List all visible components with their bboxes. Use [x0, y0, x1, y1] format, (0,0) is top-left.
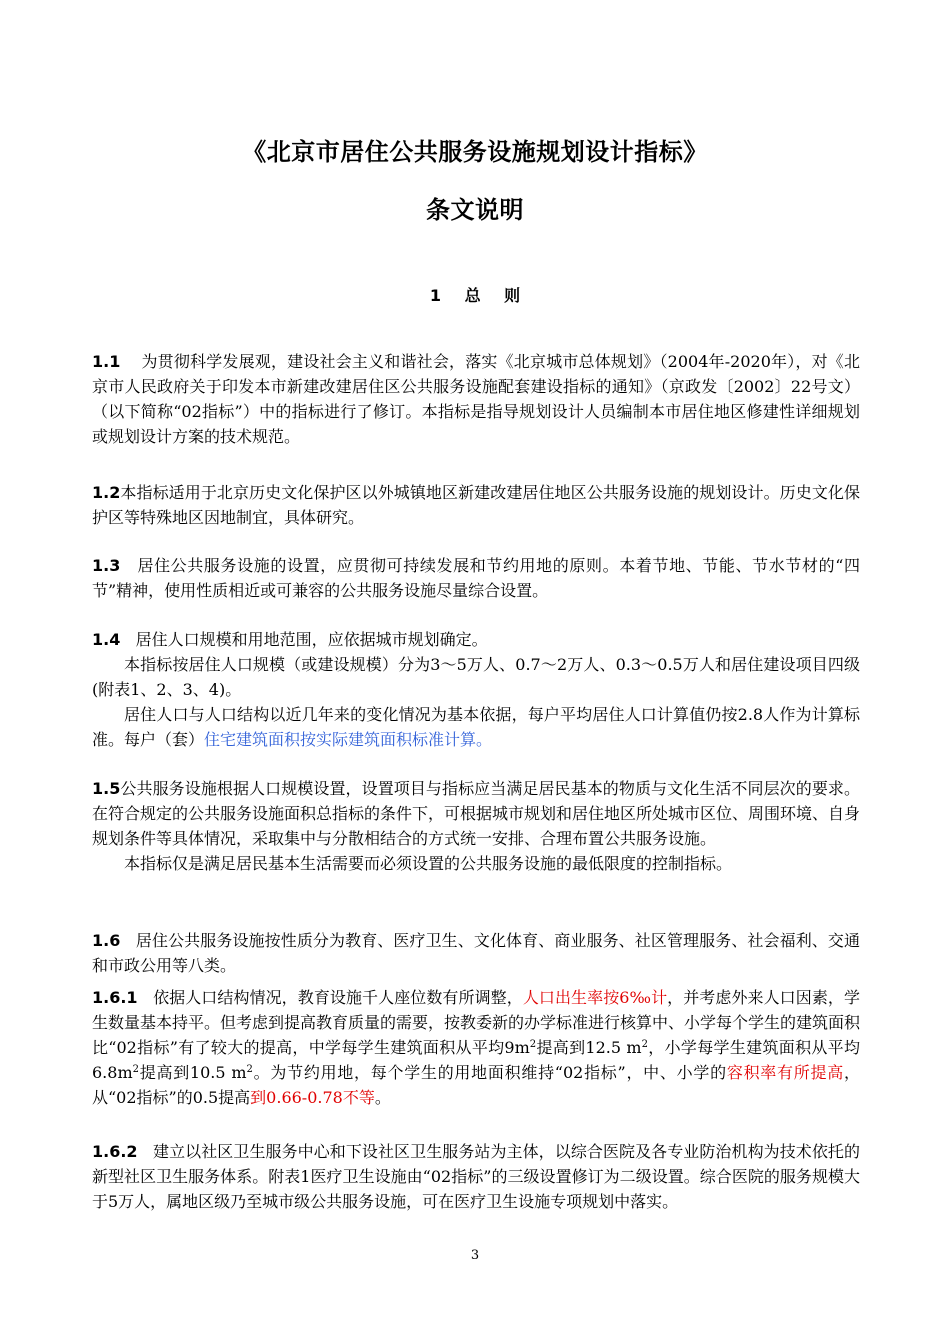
clause-1-6-2 [92, 1139, 860, 1214]
clause-1-6-1: 1.6.1 依据人口结构情况，教育设施千人座位数有所调整，人口出生率按6‰计，并考虑外来人口因素，学生数量基本持平。但考虑到提高教育质量的需要，按教委新的办学标准进行核算中、小学每个学生的建筑面积比“02指标”有了较大的提高，中学每学生建筑面积从平均$9m^2$提高到12.5 $m^2$，小学每学生建筑面积从平均$6.8m^2$提高到10.5 $m^2$。为节约用地，每个学生的用地面积维持“02指标”，中、小学的容积率有所提高，从“02指标”的0.5提高到0.66-0.78不等。 [92, 988, 861, 1107]
clause-number: 1.6 [92, 931, 121, 950]
clause-1-4 [92, 627, 860, 752]
clause-1-3 [92, 553, 860, 603]
clause-number: 1.6.2 [92, 1142, 138, 1161]
clause-1-5 [92, 776, 860, 876]
clause-text: 本指标按居住人口规模（或建设规模）分为3～5万人、0.7～2万人、0.3～0.5万人和居住建设项目四级(附表1、2、3、4)。 [92, 655, 860, 699]
document-title: 《北京市居住公共服务设施规划设计指标》 [242, 138, 708, 166]
clause-text: 为贯彻科学发展观，建设社会主义和谐社会，落实《北京城市总体规划》（2004年-2020年），对《北京市人民政府关于印发本市新建改建居住区公共服务设施配套建设指标的通知》（京政发〔2002〕22号文）（以下简称“02指标”）中的指标进行了修订。本指标是指导规划设计人员编制本市居住地区修建性详细规划或规划设计方案的技术规范。 [92, 352, 860, 446]
clause-text: 居住人口与人口结构以近几年来的变化情况为基本依据，每户平均居住人口计算值仍按2.8人作为计算标准。每户（套）住宅建筑面积按实际建筑面积标准计算。 [92, 705, 860, 749]
clause-number: 1.5 [92, 779, 121, 798]
chapter-heading: 1 总 则 [429, 286, 521, 305]
clause-1-6 [92, 928, 860, 978]
highlighted-text: 住宅建筑面积按实际建筑面积标准计算。 [204, 730, 493, 749]
clause-number: 1.6.1 [92, 988, 138, 1007]
clause-1-2 [92, 480, 860, 530]
clause-text: 建立以社区卫生服务中心和下设社区卫生服务站为主体，以综合医院及各专业防治机构为技术依托的新型社区卫生服务体系。附表1医疗卫生设施由“02指标”的三级设置修订为二级设置。综合医院的服务规模大于5万人，属地区级乃至城市级公共服务设施，可在医疗卫生设施专项规划中落实。 [92, 1142, 860, 1211]
highlighted-text: 人口出生率按6‰计 [522, 988, 668, 1007]
highlighted-text: 容积率有所提高 [726, 1063, 844, 1082]
clause-1-1 [92, 349, 860, 449]
document-subtitle: 条文说明 [426, 196, 524, 224]
clause-number: 1.3 [92, 556, 121, 575]
highlighted-text: 到0.66-0.78不等 [250, 1088, 375, 1107]
clause-text: 居住公共服务设施按性质分为教育、医疗卫生、文化体育、商业服务、社区管理服务、社会福利、交通和市政公用等八类。 [92, 931, 860, 975]
clause-text: 居住公共服务设施的设置，应贯彻可持续发展和节约用地的原则。本着节地、节能、节水节材的“四节”精神，使用性质相近或可兼容的公共服务设施尽量综合设置。 [92, 556, 860, 600]
clause-text: 公共服务设施根据人口规模设置，设置项目与指标应当满足居民基本的物质与文化生活不同层次的要求。在符合规定的公共服务设施面积总指标的条件下，可根据城市规划和居住地区所处城市区位、周围环境、自身规划条件等具体情况，采取集中与分散相结合的方式统一安排、合理布置公共服务设施。 [92, 779, 861, 848]
clause-text: 居住人口规模和用地范围，应依据城市规划确定。 [135, 630, 488, 649]
clause-number: 1.2 [92, 483, 121, 502]
page-number: 3 [470, 1248, 480, 1263]
clause-text: 本指标仅是满足居民基本生活需要而必须设置的公共服务设施的最低限度的控制指标。 [124, 854, 733, 873]
clause-number: 1.4 [92, 630, 121, 649]
clause-number: 1.1 [92, 352, 121, 371]
clause-text: 本指标适用于北京历史文化保护区以外城镇地区新建改建居住地区公共服务设施的规划设计。历史文化保护区等特殊地区因地制宜，具体研究。 [92, 483, 860, 527]
